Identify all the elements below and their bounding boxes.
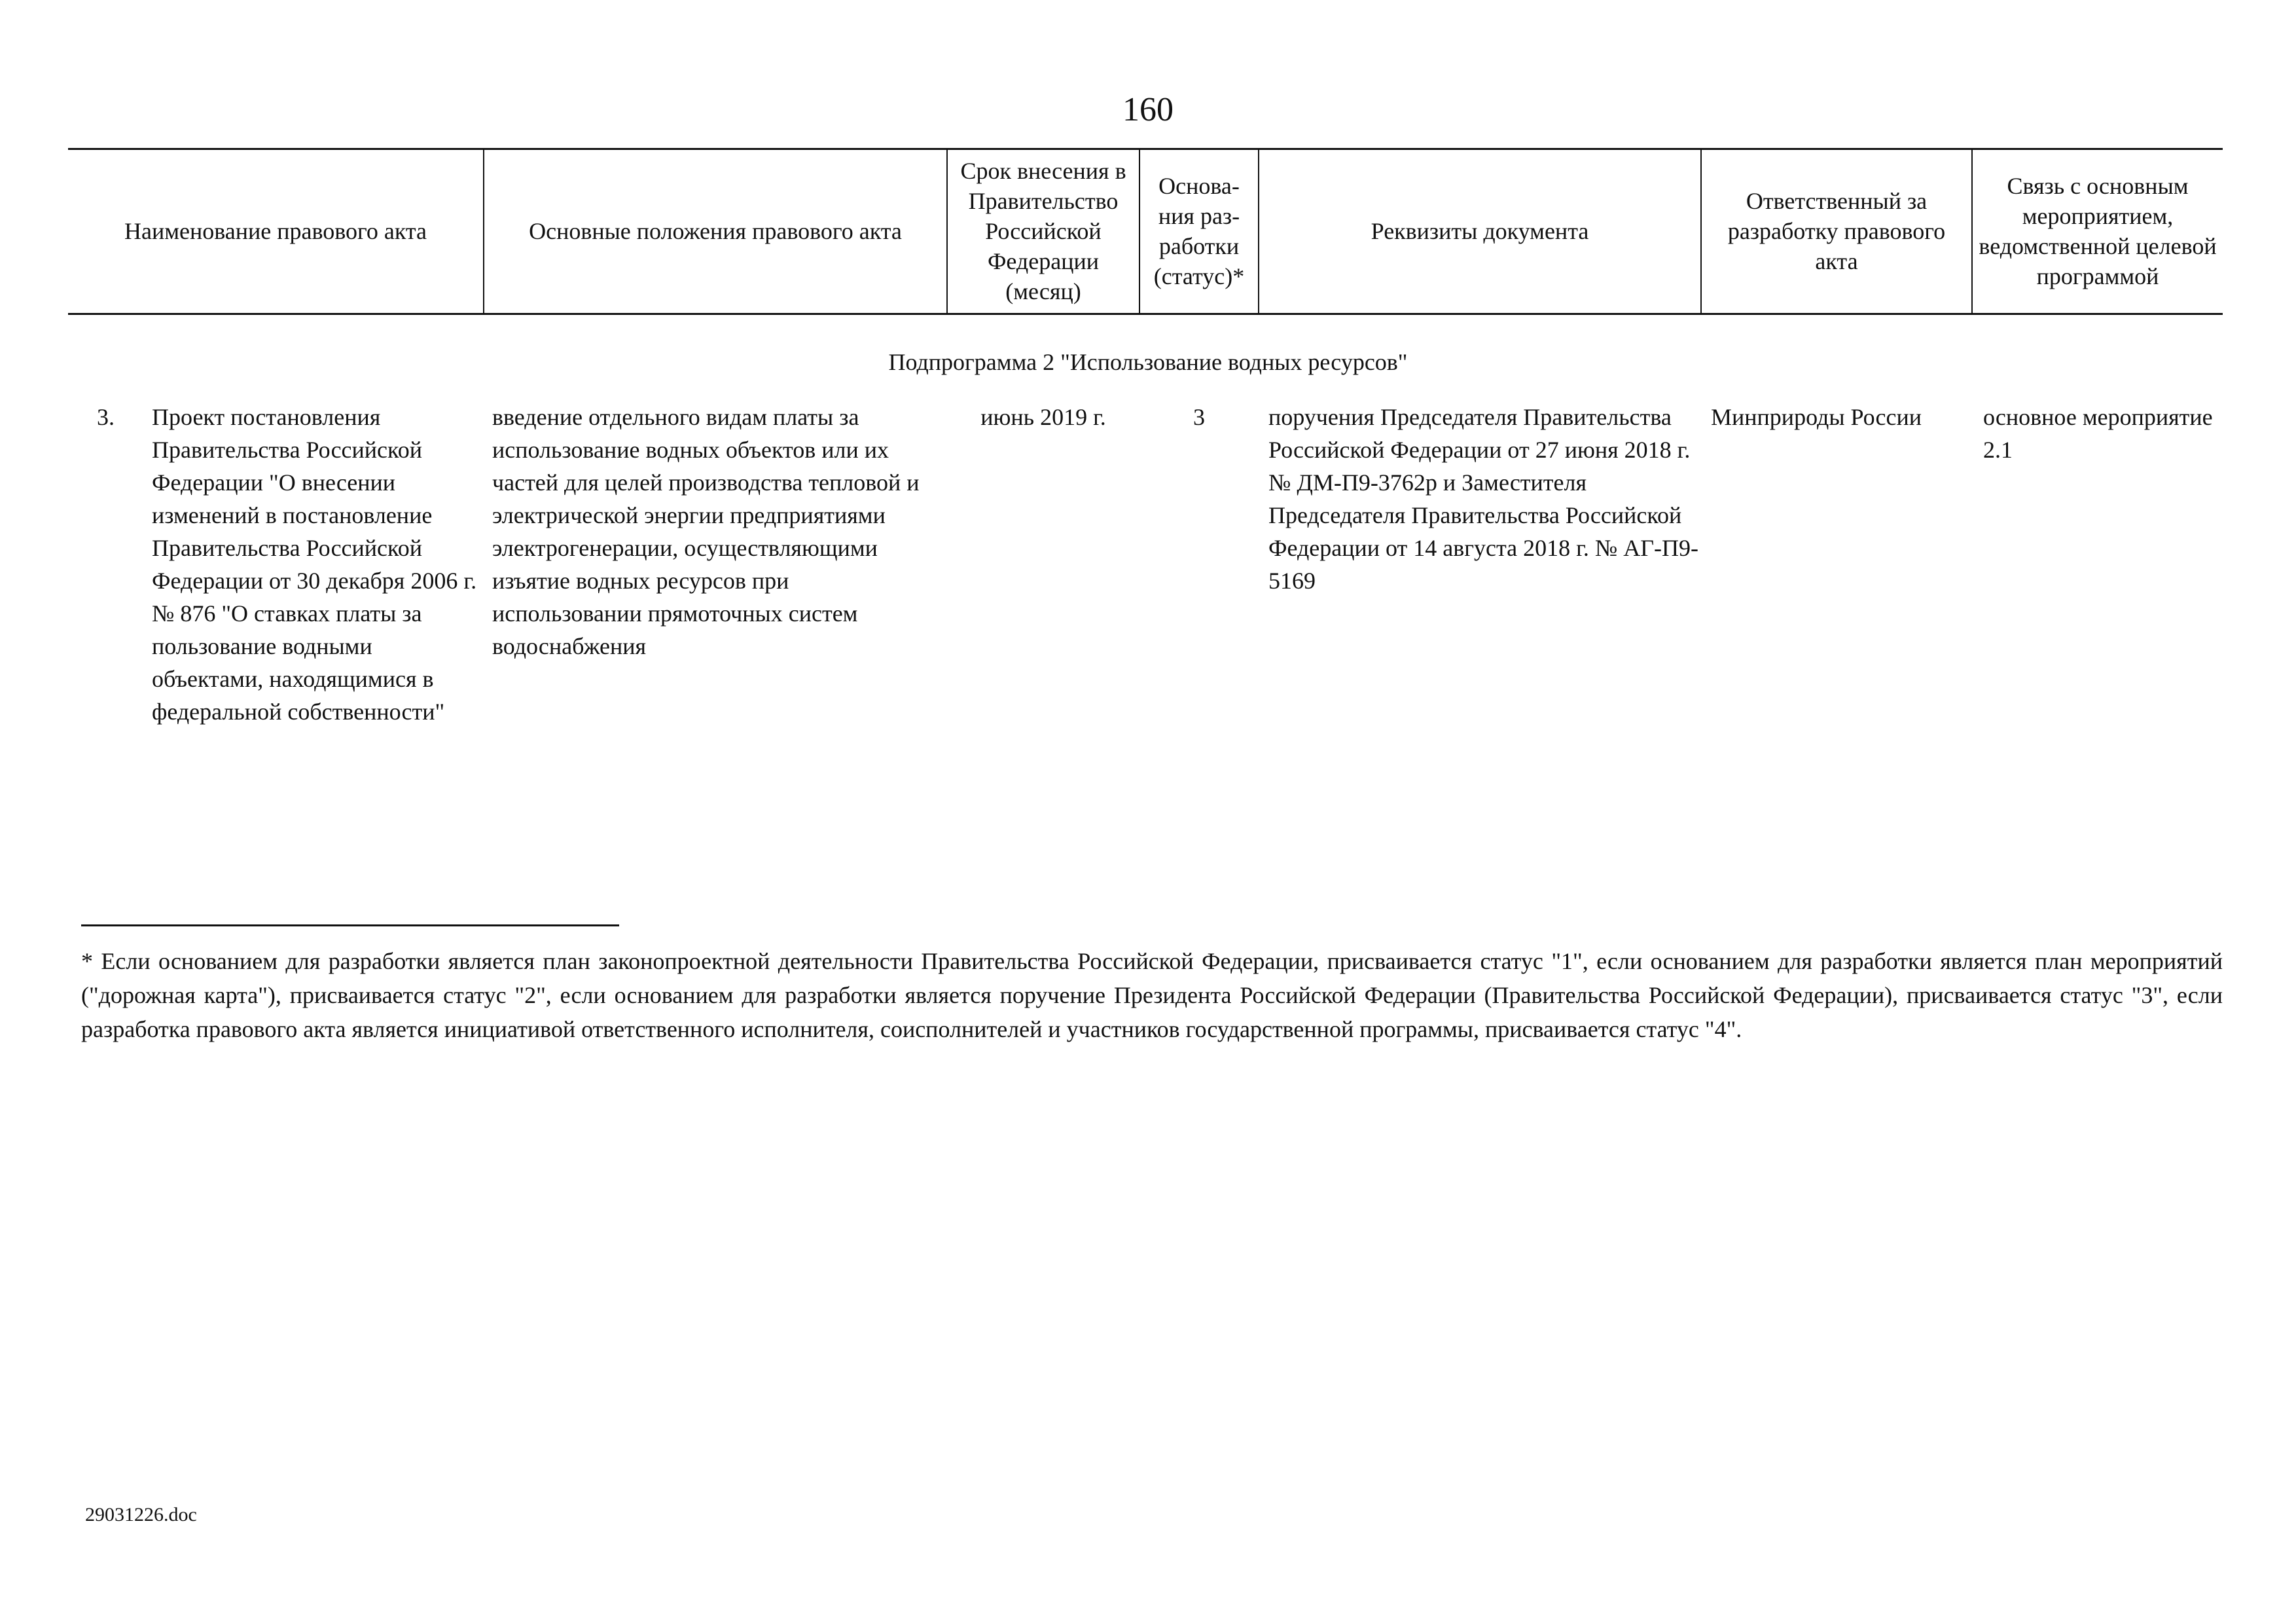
row-deadline: июнь 2019 г.: [980, 404, 1106, 430]
header-responsible-label: Ответственный за разработку правового акта: [1727, 188, 1946, 274]
header-provisions: [484, 149, 946, 313]
header-link: [1973, 149, 2223, 313]
header-document-label: Реквизиты документа: [1371, 218, 1589, 244]
header-document: [1259, 149, 1700, 313]
table-header-bottom-rule: [68, 313, 2223, 315]
header-provisions-label: Основные положения правового акта: [529, 218, 902, 244]
page-number: 160: [1122, 91, 1174, 128]
header-deadline-label: Срок внесения в Правительство Российской Федерации (месяц): [960, 158, 1126, 304]
footnote-separator: [81, 924, 619, 926]
header-link-label: Связь с основным мероприятием, ведомственной целевой программой: [1979, 173, 2217, 289]
row-provisions: введение отдельного видам платы за использование водных объектов или их частей для целей производства тепловой и электрической энергии предприятиями электрогенерации, осуществляющими изъятие водных ресурсов при использовании прямоточных систем водоснабжения: [492, 404, 920, 659]
row-status: 3: [1193, 404, 1205, 430]
header-act-name-label: Наименование правового акта: [124, 218, 427, 244]
row-link: основное мероприятие 2.1: [1983, 404, 2213, 463]
header-status: [1140, 149, 1258, 313]
header-responsible: [1702, 149, 1971, 313]
row-act-name: Проект постановления Правительства Российской Федерации "О внесении изменений в постановление Правительства Российской Федерации от 30 декабря 2006 г. № 876 "О ставках платы за пользование водными объектами, находящимися в федеральной собственности": [152, 404, 477, 725]
row-number: 3.: [97, 404, 115, 430]
header-status-label: Основа-ния раз-работки (статус)*: [1153, 173, 1245, 289]
footnote-text: * Если основанием для разработки является план законопроектной деятельности Правительства Российской Федерации, присваивается статус "1", если основанием для разработки является план мероприятий ("дорожная карта"), присваивается статус "2", если основанием для разработки является поручение Президента Российской Федерации (Правительства Российской Федерации), присваивается статус "3", если разработка правового акта является инициативой ответственного исполнителя, соисполнителей и участников государственной программы, присваивается статус "4".: [81, 948, 2223, 1042]
header-deadline: [948, 149, 1139, 313]
subprogram-heading: Подпрограмма 2 "Использование водных ресурсов": [888, 349, 1408, 375]
row-responsible: Минприроды России: [1711, 404, 1922, 430]
document-filename: 29031226.doc: [85, 1504, 197, 1525]
header-act-name: [68, 149, 483, 313]
row-document: поручения Председателя Правительства Российской Федерации от 27 июня 2018 г. № ДМ-П9-3762р и Заместителя Председателя Правительства Российской Федерации от 14 августа 2018 г. № АГ-П9-5169: [1268, 404, 1698, 594]
